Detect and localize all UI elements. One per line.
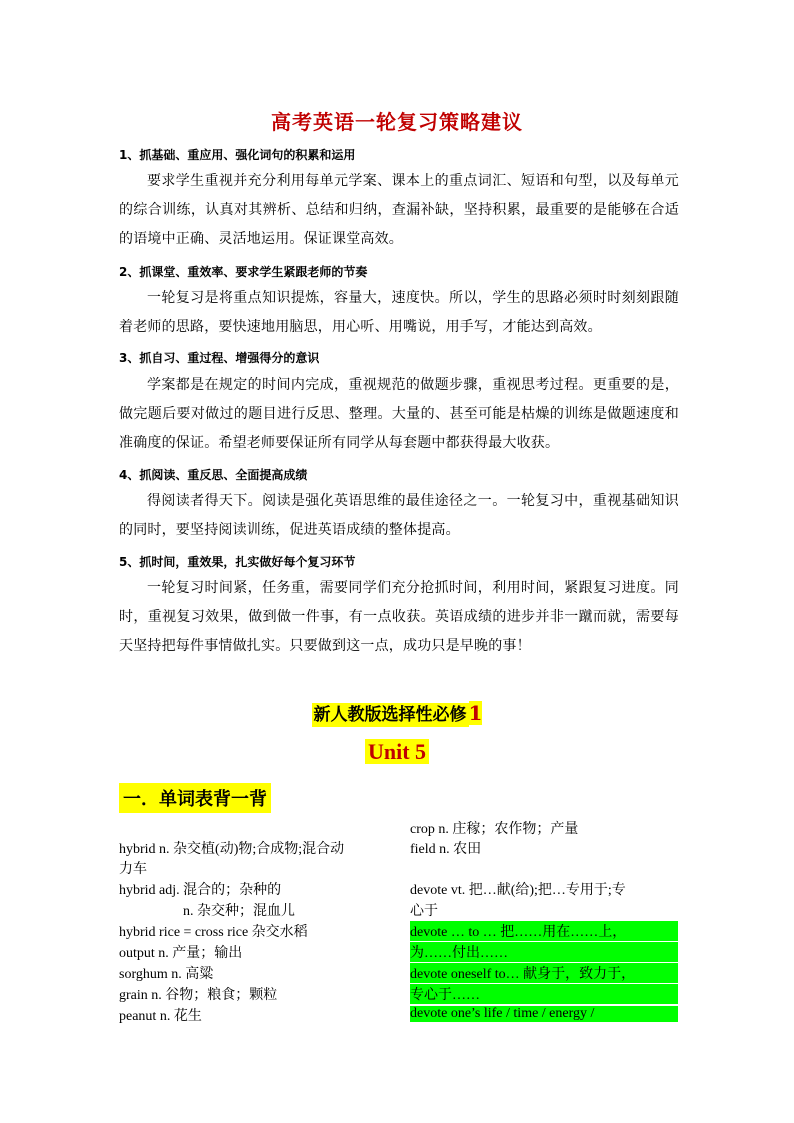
vocab-entry-highlighted: devote oneself to… 献身于，致力于， — [410, 963, 678, 983]
section-title-number: 1 — [468, 701, 483, 725]
vocab-entry: 心于 — [410, 904, 438, 919]
section-title-text: 新人教版选择性必修 — [313, 705, 467, 725]
tip-paragraph-2: 一轮复习是将重点知识提炼，容量大，速度快。所以，学生的思路必须时时刻刻跟随着老师的思路，要快速地用脑思，用心听、用嘴说，用手写，才能达到高效。 — [119, 290, 679, 335]
section-title — [0, 700, 794, 725]
tip-heading-4: 4、抓阅读、重反思、全面提高成绩 — [119, 468, 308, 482]
vocab-entry-highlighted: devote one’s life / time / energy / — [410, 1006, 678, 1022]
tip-heading-5: 5、抓时间，重效果，扎实做好每个复习环节 — [119, 555, 356, 569]
vocab-entry: sorghum n. 高粱 — [119, 967, 214, 982]
vocab-entry: grain n. 谷物；粮食；颗粒 — [119, 988, 278, 1003]
vocab-entry: hybrid rice = cross rice 杂交水稻 — [119, 925, 308, 940]
vocab-entry: hybrid n. 杂交植(动)物;合成物;混合动 — [119, 842, 345, 857]
vocab-entry: hybrid adj. 混合的；杂种的 — [119, 883, 282, 898]
unit-title-text: Unit 5 — [365, 739, 429, 764]
vocab-entry: 力车 — [119, 862, 147, 877]
vocab-entry-highlighted: 专心于…… — [410, 984, 678, 1004]
tip-paragraph-3: 学案都是在规定的时间内完成，重视规范的做题步骤，重视思考过程。更重要的是，做完题后要对做过的题目进行反思、整理。大量的、甚至可能是枯燥的训练是做题速度和准确度的保证。希望老师要保证所有同学从每套题中都获得最大收获。 — [119, 377, 679, 451]
tip-paragraph-5: 一轮复习时间紧，任务重，需要同学们充分抢抓时间，利用时间，紧跟复习进度。同时，重视复习效果，做到做一件事，有一点收获。英语成绩的进步并非一蹴而就，需要每天坚持把每件事情做扎实。只要做到这一点，成功只是早晚的事！ — [119, 580, 679, 654]
vocab-entry-highlighted: 为……付出…… — [410, 942, 678, 962]
tip-heading-1: 1、抓基础、重应用、强化词句的积累和运用 — [119, 148, 356, 162]
vocab-entry: field n. 农田 — [410, 842, 482, 857]
vocab-entry: crop n. 庄稼；农作物；产量 — [410, 822, 579, 837]
vocab-entry: output n. 产量；输出 — [119, 946, 243, 961]
vocab-heading: 一．单词表背一背 — [119, 783, 271, 813]
tip-heading-3: 3、抓自习、重过程、增强得分的意识 — [119, 351, 320, 365]
tip-paragraph-4: 得阅读者得天下。阅读是强化英语思维的最佳途径之一。一轮复习中，重视基础知识的同时，要坚持阅读训练，促进英语成绩的整体提高。 — [119, 493, 679, 538]
document-title: 高考英语一轮复习策略建议 — [271, 110, 523, 134]
vocab-entry: n. 杂交种；混血儿 — [183, 904, 295, 919]
unit-title — [0, 739, 794, 765]
tip-heading-2: 2、抓课堂、重效率、要求学生紧跟老师的节奏 — [119, 265, 368, 279]
vocab-entry: peanut n. 花生 — [119, 1009, 202, 1024]
vocab-entry: devote vt. 把…献(给);把…专用于;专 — [410, 883, 626, 898]
vocab-entry-highlighted: devote … to … 把……用在……上， — [410, 921, 678, 941]
tip-paragraph-1: 要求学生重视并充分利用每单元学案、课本上的重点词汇、短语和句型，以及每单元的综合训练，认真对其辨析、总结和归纳，查漏补缺，坚持积累，最重要的是能够在合适的语境中正确、灵活地运用。保证课堂高效。 — [119, 173, 679, 247]
